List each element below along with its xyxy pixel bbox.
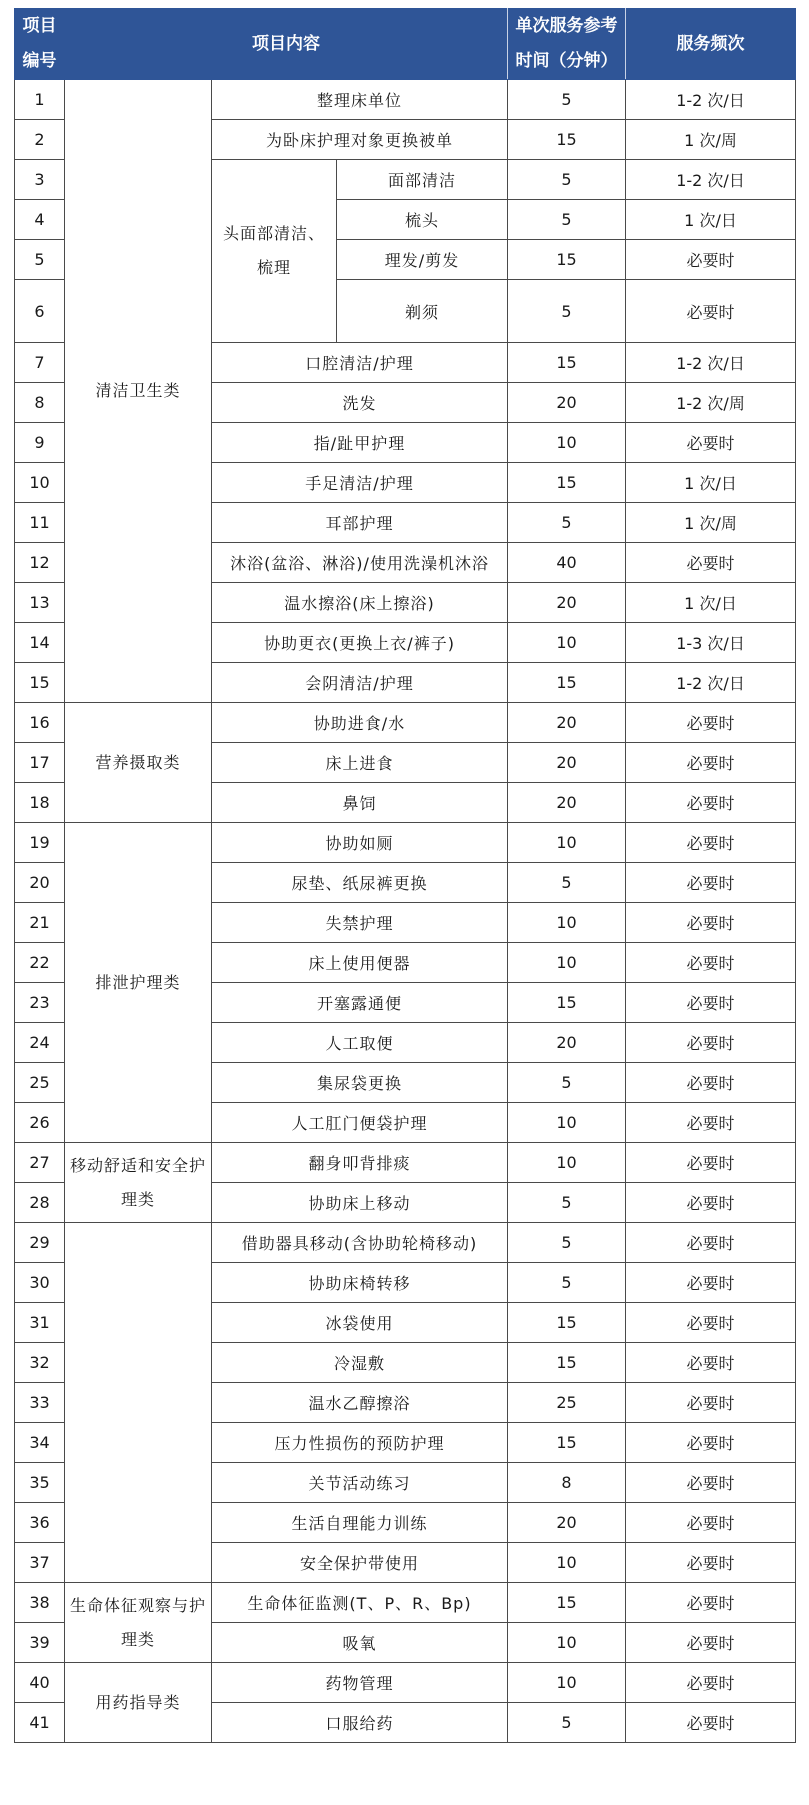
header-frequency: 服务频次 <box>626 9 796 80</box>
item-time: 5 <box>508 863 626 903</box>
item-content: 协助进食/水 <box>212 703 508 743</box>
item-id: 38 <box>15 1583 65 1623</box>
item-content: 床上进食 <box>212 743 508 783</box>
table-row <box>15 80 796 120</box>
item-frequency: 必要时 <box>626 1463 796 1503</box>
category-cell: 营养摄取类 <box>65 703 212 823</box>
item-frequency: 必要时 <box>626 863 796 903</box>
item-id: 12 <box>15 543 65 583</box>
item-content: 尿垫、纸尿裤更换 <box>212 863 508 903</box>
item-id: 19 <box>15 823 65 863</box>
item-content: 剃须 <box>337 280 508 343</box>
item-frequency: 必要时 <box>626 1623 796 1663</box>
item-time: 10 <box>508 423 626 463</box>
item-frequency: 必要时 <box>626 743 796 783</box>
item-content: 协助床上移动 <box>212 1183 508 1223</box>
item-content: 集尿袋更换 <box>212 1063 508 1103</box>
item-id: 30 <box>15 1263 65 1303</box>
item-time: 5 <box>508 200 626 240</box>
item-id: 18 <box>15 783 65 823</box>
item-id: 35 <box>15 1463 65 1503</box>
item-frequency: 必要时 <box>626 1343 796 1383</box>
subcategory-cell: 头面部清洁、梳理 <box>212 160 337 343</box>
item-id: 13 <box>15 583 65 623</box>
item-time: 15 <box>508 1343 626 1383</box>
table-row <box>15 703 796 743</box>
item-time: 25 <box>508 1383 626 1423</box>
service-items-table <box>14 8 796 1743</box>
item-id: 17 <box>15 743 65 783</box>
item-frequency: 必要时 <box>626 1063 796 1103</box>
item-content: 耳部护理 <box>212 503 508 543</box>
category-cell: 清洁卫生类 <box>65 80 212 703</box>
item-frequency: 必要时 <box>626 1023 796 1063</box>
item-time: 10 <box>508 943 626 983</box>
item-time: 5 <box>508 1063 626 1103</box>
item-id: 24 <box>15 1023 65 1063</box>
item-frequency: 必要时 <box>626 1663 796 1703</box>
item-time: 15 <box>508 1423 626 1463</box>
item-time: 15 <box>508 983 626 1023</box>
item-content: 温水乙醇擦浴 <box>212 1383 508 1423</box>
item-content: 口服给药 <box>212 1703 508 1743</box>
item-content: 协助床椅转移 <box>212 1263 508 1303</box>
item-time: 20 <box>508 1023 626 1063</box>
category-cell: 排泄护理类 <box>65 823 212 1143</box>
header-id: 项目编号 <box>15 9 65 80</box>
item-frequency: 必要时 <box>626 783 796 823</box>
table-row <box>15 1143 796 1183</box>
item-id: 5 <box>15 240 65 280</box>
item-content: 人工肛门便袋护理 <box>212 1103 508 1143</box>
item-time: 10 <box>508 1623 626 1663</box>
item-content: 面部清洁 <box>337 160 508 200</box>
item-content: 翻身叩背排痰 <box>212 1143 508 1183</box>
item-id: 21 <box>15 903 65 943</box>
item-content: 会阴清洁/护理 <box>212 663 508 703</box>
item-frequency: 必要时 <box>626 1543 796 1583</box>
item-frequency: 1-2 次/日 <box>626 80 796 120</box>
item-content: 协助如厕 <box>212 823 508 863</box>
item-id: 23 <box>15 983 65 1023</box>
item-content: 鼻饲 <box>212 783 508 823</box>
item-frequency: 必要时 <box>626 1583 796 1623</box>
item-id: 39 <box>15 1623 65 1663</box>
item-content: 冰袋使用 <box>212 1303 508 1343</box>
item-time: 5 <box>508 1703 626 1743</box>
item-id: 4 <box>15 200 65 240</box>
item-id: 11 <box>15 503 65 543</box>
item-id: 6 <box>15 280 65 343</box>
header-content: 项目内容 <box>65 9 508 80</box>
item-content: 洗发 <box>212 383 508 423</box>
item-time: 15 <box>508 1303 626 1343</box>
item-time: 15 <box>508 240 626 280</box>
item-frequency: 必要时 <box>626 1103 796 1143</box>
item-time: 15 <box>508 663 626 703</box>
item-frequency: 必要时 <box>626 983 796 1023</box>
item-time: 20 <box>508 743 626 783</box>
table-row <box>15 1583 796 1623</box>
item-frequency: 1 次/日 <box>626 200 796 240</box>
item-content: 温水擦浴(床上擦浴) <box>212 583 508 623</box>
item-id: 3 <box>15 160 65 200</box>
item-frequency: 必要时 <box>626 1503 796 1543</box>
item-frequency: 必要时 <box>626 1223 796 1263</box>
item-id: 29 <box>15 1223 65 1263</box>
item-time: 20 <box>508 703 626 743</box>
item-content: 手足清洁/护理 <box>212 463 508 503</box>
item-content: 吸氧 <box>212 1623 508 1663</box>
item-time: 5 <box>508 1223 626 1263</box>
item-time: 10 <box>508 1143 626 1183</box>
item-content: 为卧床护理对象更换被单 <box>212 120 508 160</box>
item-frequency: 必要时 <box>626 1303 796 1343</box>
item-content: 开塞露通便 <box>212 983 508 1023</box>
item-frequency: 必要时 <box>626 543 796 583</box>
item-time: 10 <box>508 1663 626 1703</box>
item-frequency: 1-2 次/日 <box>626 343 796 383</box>
item-time: 5 <box>508 1263 626 1303</box>
item-id: 26 <box>15 1103 65 1143</box>
item-content: 生命体征监测(T、P、R、Bp) <box>212 1583 508 1623</box>
item-time: 10 <box>508 903 626 943</box>
item-time: 10 <box>508 1543 626 1583</box>
item-content: 生活自理能力训练 <box>212 1503 508 1543</box>
item-frequency: 必要时 <box>626 823 796 863</box>
item-time: 15 <box>508 463 626 503</box>
item-id: 25 <box>15 1063 65 1103</box>
table-row <box>15 823 796 863</box>
item-time: 20 <box>508 783 626 823</box>
item-id: 37 <box>15 1543 65 1583</box>
item-frequency: 必要时 <box>626 703 796 743</box>
item-content: 药物管理 <box>212 1663 508 1703</box>
item-frequency: 必要时 <box>626 1183 796 1223</box>
item-id: 15 <box>15 663 65 703</box>
item-time: 10 <box>508 823 626 863</box>
item-content: 口腔清洁/护理 <box>212 343 508 383</box>
item-content: 关节活动练习 <box>212 1463 508 1503</box>
item-content: 压力性损伤的预防护理 <box>212 1423 508 1463</box>
item-id: 1 <box>15 80 65 120</box>
item-frequency: 必要时 <box>626 1143 796 1183</box>
item-id: 16 <box>15 703 65 743</box>
item-id: 36 <box>15 1503 65 1543</box>
item-id: 27 <box>15 1143 65 1183</box>
item-frequency: 1 次/日 <box>626 463 796 503</box>
item-id: 14 <box>15 623 65 663</box>
item-content: 冷湿敷 <box>212 1343 508 1383</box>
table-header-row <box>15 9 796 80</box>
item-time: 15 <box>508 343 626 383</box>
item-frequency: 必要时 <box>626 423 796 463</box>
item-frequency: 必要时 <box>626 1423 796 1463</box>
item-frequency: 1-3 次/日 <box>626 623 796 663</box>
item-frequency: 1-2 次/日 <box>626 160 796 200</box>
item-id: 22 <box>15 943 65 983</box>
item-id: 40 <box>15 1663 65 1703</box>
item-time: 5 <box>508 80 626 120</box>
category-cell: 移动舒适和安全护理类 <box>65 1143 212 1223</box>
table-row <box>15 1223 796 1263</box>
category-cell: 生命体征观察与护理类 <box>65 1583 212 1663</box>
item-id: 34 <box>15 1423 65 1463</box>
item-content: 协助更衣(更换上衣/裤子) <box>212 623 508 663</box>
item-time: 5 <box>508 503 626 543</box>
item-frequency: 1 次/日 <box>626 583 796 623</box>
item-id: 8 <box>15 383 65 423</box>
item-frequency: 必要时 <box>626 1383 796 1423</box>
item-id: 7 <box>15 343 65 383</box>
item-id: 41 <box>15 1703 65 1743</box>
item-frequency: 1-2 次/日 <box>626 663 796 703</box>
item-content: 梳头 <box>337 200 508 240</box>
item-content: 指/趾甲护理 <box>212 423 508 463</box>
item-frequency: 1-2 次/周 <box>626 383 796 423</box>
item-id: 33 <box>15 1383 65 1423</box>
item-time: 40 <box>508 543 626 583</box>
item-content: 失禁护理 <box>212 903 508 943</box>
item-time: 5 <box>508 160 626 200</box>
item-time: 10 <box>508 623 626 663</box>
item-content: 沐浴(盆浴、淋浴)/使用洗澡机沐浴 <box>212 543 508 583</box>
item-time: 15 <box>508 1583 626 1623</box>
item-time: 5 <box>508 280 626 343</box>
item-frequency: 必要时 <box>626 280 796 343</box>
item-content: 床上使用便器 <box>212 943 508 983</box>
item-id: 2 <box>15 120 65 160</box>
item-content: 理发/剪发 <box>337 240 508 280</box>
item-frequency: 必要时 <box>626 1263 796 1303</box>
item-time: 15 <box>508 120 626 160</box>
item-frequency: 必要时 <box>626 1703 796 1743</box>
item-id: 10 <box>15 463 65 503</box>
item-content: 整理床单位 <box>212 80 508 120</box>
item-frequency: 必要时 <box>626 943 796 983</box>
item-id: 28 <box>15 1183 65 1223</box>
item-time: 5 <box>508 1183 626 1223</box>
item-id: 32 <box>15 1343 65 1383</box>
table-body <box>15 80 796 1743</box>
item-time: 20 <box>508 1503 626 1543</box>
item-frequency: 1 次/周 <box>626 120 796 160</box>
item-content: 安全保护带使用 <box>212 1543 508 1583</box>
item-id: 9 <box>15 423 65 463</box>
item-frequency: 必要时 <box>626 240 796 280</box>
item-content: 人工取便 <box>212 1023 508 1063</box>
item-time: 20 <box>508 383 626 423</box>
item-time: 10 <box>508 1103 626 1143</box>
item-frequency: 1 次/周 <box>626 503 796 543</box>
item-id: 20 <box>15 863 65 903</box>
item-id: 31 <box>15 1303 65 1343</box>
item-time: 8 <box>508 1463 626 1503</box>
table-row <box>15 1663 796 1703</box>
item-frequency: 必要时 <box>626 903 796 943</box>
category-cell: 用药指导类 <box>65 1663 212 1743</box>
category-cell <box>65 1223 212 1583</box>
header-time: 单次服务参考时间（分钟） <box>508 9 626 80</box>
item-content: 借助器具移动(含协助轮椅移动) <box>212 1223 508 1263</box>
item-time: 20 <box>508 583 626 623</box>
